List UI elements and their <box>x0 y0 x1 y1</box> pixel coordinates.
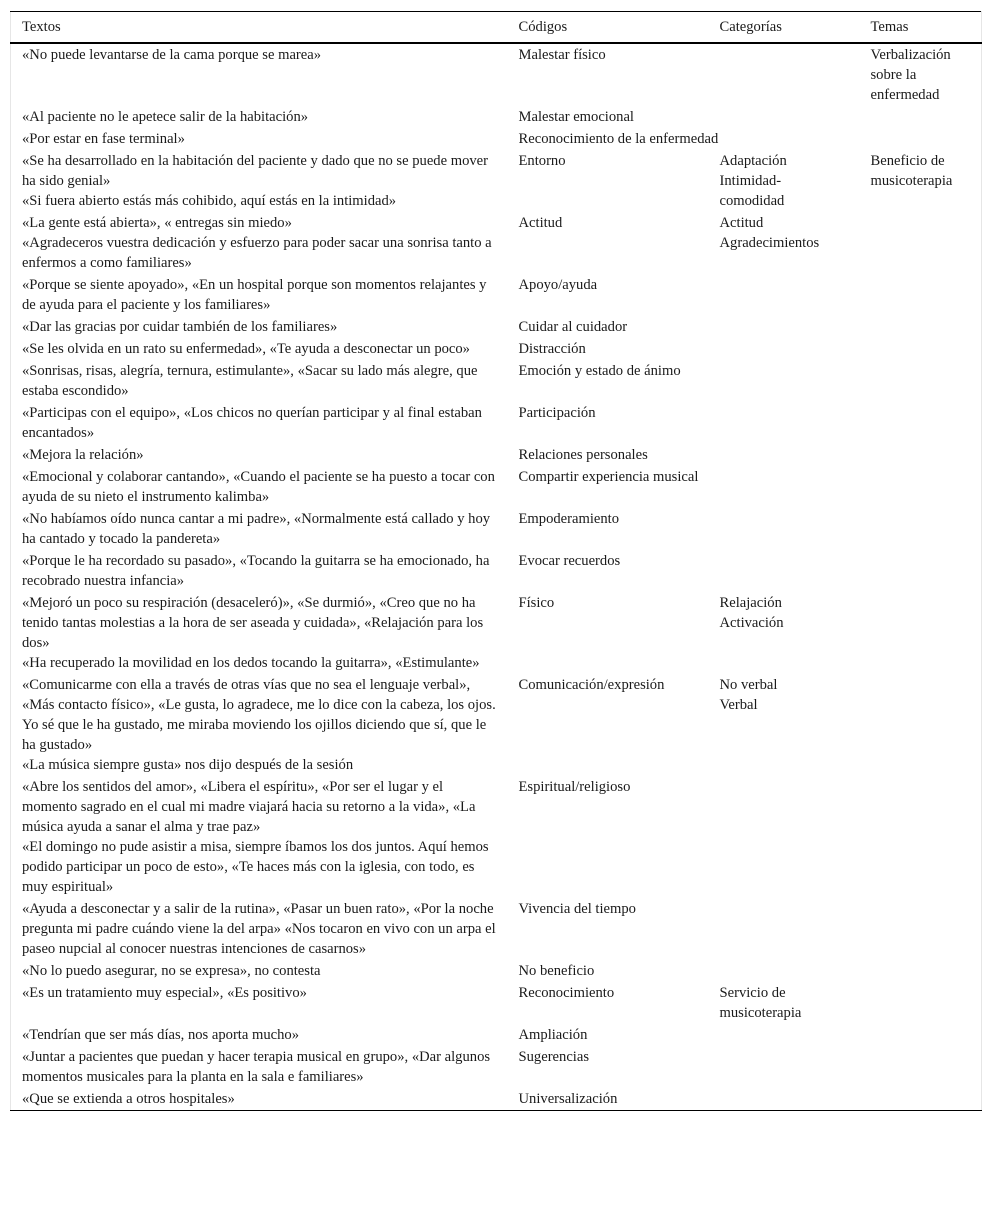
categorias-cell <box>709 1088 860 1111</box>
categorias-cell <box>709 550 860 592</box>
categorias-cell <box>709 592 860 674</box>
textos-cell-line: «Tendrían que ser más días, nos aporta mucho» <box>22 1027 299 1043</box>
categorias-cell <box>709 898 860 960</box>
temas-cell <box>860 960 982 982</box>
textos-cell-line: «La gente está abierta», « entregas sin miedo» <box>22 215 292 231</box>
textos-cell <box>11 776 508 898</box>
textos-cell <box>11 444 508 466</box>
temas-cell-line: musicoterapia <box>870 173 953 189</box>
categorias-cell <box>709 360 860 402</box>
textos-cell <box>11 508 508 550</box>
categorias-cell <box>709 106 860 128</box>
table-row <box>11 592 982 674</box>
categorias-cell <box>709 982 860 1024</box>
table-row <box>11 274 982 316</box>
textos-cell-line: «Se ha desarrollado en la habitación del paciente y dado que no se puede mover ha sido genial» <box>22 153 489 189</box>
textos-cell-line: «Mejoró un poco su respiración (desaceleró)», «Se durmió», «Creo que no ha tenido tantas molestias a la hora de ser aseada y cuidada», «Relajación para los dos» <box>22 595 484 651</box>
categorias-cell-line: Activación <box>719 615 784 631</box>
temas-cell <box>860 508 982 550</box>
table-row <box>11 316 982 338</box>
temas-cell <box>860 898 982 960</box>
table-row <box>11 776 982 898</box>
textos-cell <box>11 1046 508 1088</box>
temas-cell <box>860 466 982 508</box>
textos-cell <box>11 402 508 444</box>
temas-cell <box>860 402 982 444</box>
textos-cell <box>11 43 508 106</box>
textos-cell-line: «Dar las gracias por cuidar también de los familiares» <box>22 319 338 335</box>
temas-cell <box>860 776 982 898</box>
categorias-cell-line: Servicio de <box>719 985 786 1001</box>
codigo-cell: Relaciones personales <box>518 447 648 463</box>
categorias-cell-line: Adaptación <box>719 153 787 169</box>
table-row <box>11 43 982 106</box>
categorias-cell <box>709 128 860 150</box>
textos-cell-line: «Que se extienda a otros hospitales» <box>22 1091 235 1107</box>
categorias-cell <box>709 1046 860 1088</box>
textos-cell-line: «Participas con el equipo», «Los chicos no querían participar y al final estaban encantados» <box>22 405 482 441</box>
textos-cell <box>11 592 508 674</box>
textos-cell-line: «Es un tratamiento muy especial», «Es positivo» <box>22 985 307 1001</box>
textos-cell-line: «La música siempre gusta» nos dijo después de la sesión <box>22 757 354 773</box>
textos-cell-line: «Emocional y colaborar cantando», «Cuando el paciente se ha puesto a tocar con ayuda de su nieto el instrumento kalimba» <box>22 469 495 505</box>
temas-cell <box>860 982 982 1024</box>
table-row <box>11 212 982 274</box>
table-row <box>11 444 982 466</box>
textos-cell-line: «Por estar en fase terminal» <box>22 131 185 147</box>
categorias-cell <box>709 776 860 898</box>
temas-cell-line: sobre la <box>870 67 917 83</box>
textos-cell <box>11 150 508 212</box>
temas-cell <box>860 592 982 674</box>
categorias-cell <box>709 43 860 106</box>
textos-cell-line: «Porque le ha recordado su pasado», «Tocando la guitarra se ha emocionado, ha recobrado nuestra infancia» <box>22 553 490 589</box>
codigo-cell: Malestar físico <box>518 47 606 63</box>
codigo-cell: Comunicación/expresión <box>518 677 665 693</box>
temas-cell <box>860 274 982 316</box>
temas-cell <box>860 212 982 274</box>
categorias-cell-line: musicoterapia <box>719 1005 802 1021</box>
textos-cell-line: «Si fuera abierto estás más cohibido, aquí estás en la intimidad» <box>22 193 397 209</box>
codigo-cell: Sugerencias <box>518 1049 590 1065</box>
table-row <box>11 674 982 776</box>
table-row <box>11 106 982 128</box>
textos-cell <box>11 550 508 592</box>
textos-cell <box>11 674 508 776</box>
temas-cell-line: Verbalización <box>870 47 951 63</box>
categorias-cell-line: Relajación <box>719 595 782 611</box>
codigo-cell: Universalización <box>518 1091 618 1107</box>
table-row <box>11 982 982 1024</box>
table-row <box>11 128 982 150</box>
codigo-cell: Reconocimiento <box>518 985 615 1001</box>
textos-cell <box>11 466 508 508</box>
textos-cell-line: «Agradeceros vuestra dedicación y esfuerzo para poder sacar una sonrisa tanto a enfermos a como familiares» <box>22 235 492 271</box>
codigo-cell: Apoyo/ayuda <box>518 277 598 293</box>
table-row <box>11 338 982 360</box>
categorias-cell <box>709 212 860 274</box>
textos-cell <box>11 106 508 128</box>
table-row <box>11 960 982 982</box>
textos-cell-line: «Sonrisas, risas, alegría, ternura, estimulante», «Sacar su lado más alegre, que estaba escondido» <box>22 363 478 399</box>
table-row <box>11 1046 982 1088</box>
codigo-cell: Empoderamiento <box>518 511 620 527</box>
categorias-cell <box>709 444 860 466</box>
table-row <box>11 402 982 444</box>
categorias-cell <box>709 466 860 508</box>
textos-cell <box>11 982 508 1024</box>
temas-cell-line: enfermedad <box>870 87 940 103</box>
temas-cell <box>860 360 982 402</box>
codigo-cell: Vivencia del tiempo <box>518 901 636 917</box>
codigo-cell: Malestar emocional <box>518 109 634 125</box>
textos-cell-line: «Porque se siente apoyado», «En un hospital porque son momentos relajantes y de ayuda para el paciente y los familiares» <box>22 277 487 313</box>
codigo-cell: Entorno <box>518 153 566 169</box>
textos-cell-line: «No habíamos oído nunca cantar a mi padre», «Normalmente está callado y hoy ha cantado y tocado la pandereta» <box>22 511 491 547</box>
header-codigos: Códigos <box>508 12 709 44</box>
categorias-cell <box>709 402 860 444</box>
table-row <box>11 1024 982 1046</box>
temas-cell <box>860 316 982 338</box>
textos-cell-line: «Se les olvida en un rato su enfermedad», «Te ayuda a desconectar un poco» <box>22 341 470 357</box>
categorias-cell <box>709 316 860 338</box>
codigo-cell: Espiritual/religioso <box>518 779 631 795</box>
categorias-cell <box>709 274 860 316</box>
textos-cell <box>11 1088 508 1111</box>
header-categorias: Categorías <box>709 12 860 44</box>
codigo-cell: Emoción y estado de ánimo <box>518 363 681 379</box>
categorias-cell-line: Intimidad- <box>719 173 782 189</box>
textos-cell <box>11 338 508 360</box>
temas-cell <box>860 550 982 592</box>
textos-cell-line: «No lo puedo asegurar, no se expresa», no contesta <box>22 963 321 979</box>
textos-cell <box>11 316 508 338</box>
textos-cell-line: «No puede levantarse de la cama porque se marea» <box>22 47 322 63</box>
textos-cell <box>11 128 508 150</box>
temas-cell-line: Beneficio de <box>870 153 945 169</box>
codigo-cell: Compartir experiencia musical <box>518 469 699 485</box>
textos-cell <box>11 898 508 960</box>
temas-cell <box>860 444 982 466</box>
textos-cell <box>11 360 508 402</box>
codigo-cell: Físico <box>518 595 555 611</box>
temas-cell <box>860 338 982 360</box>
categorias-cell-line: Actitud <box>719 215 764 231</box>
categorias-cell <box>709 150 860 212</box>
temas-cell <box>860 1088 982 1111</box>
codigo-cell: Ampliación <box>518 1027 588 1043</box>
textos-cell-line: «El domingo no pude asistir a misa, siempre íbamos los dos juntos. Aquí hemos podido participar un poco de esto», «Te haces más con la iglesia, con todo, es muy espiritual» <box>22 839 489 895</box>
textos-cell <box>11 1024 508 1046</box>
categorias-cell-line: No verbal <box>719 677 778 693</box>
table-row <box>11 508 982 550</box>
categorias-cell <box>709 508 860 550</box>
codigo-cell: Cuidar al cuidador <box>518 319 628 335</box>
table-row <box>11 466 982 508</box>
categorias-cell <box>709 960 860 982</box>
textos-cell-line: «Al paciente no le apetece salir de la habitación» <box>22 109 309 125</box>
textos-cell-line: «Mejora la relación» <box>22 447 144 463</box>
categorias-cell <box>709 338 860 360</box>
codigo-cell: Actitud <box>518 215 563 231</box>
textos-cell-line: «Ayuda a desconectar y a salir de la rutina», «Pasar un buen rato», «Por la noche pregunta mi padre cuándo viene la del arpa» «Nos tocaron en vivo con un arpa el paseo nupcial al conocer nuestras intenciones de casarnos» <box>22 901 496 957</box>
temas-cell <box>860 674 982 776</box>
table-body <box>11 43 982 1111</box>
textos-cell <box>11 212 508 274</box>
textos-cell <box>11 960 508 982</box>
temas-cell <box>860 150 982 212</box>
temas-cell <box>860 106 982 128</box>
table-row <box>11 550 982 592</box>
textos-cell-line: «Abre los sentidos del amor», «Libera el espíritu», «Por ser el lugar y el momento sagrado en el cual mi madre viajará hacia su retorno a la vida», «La música ayuda a sanar el alma y trae paz» <box>22 779 476 835</box>
table-row <box>11 360 982 402</box>
categorias-cell-line: Agradecimientos <box>719 235 820 251</box>
temas-cell <box>860 43 982 106</box>
codigo-cell: Participación <box>518 405 596 421</box>
categorias-cell <box>709 674 860 776</box>
codigo-cell: Reconocimiento de la enfermedad <box>518 131 719 147</box>
table-row <box>11 150 982 212</box>
categorias-cell-line: Verbal <box>719 697 758 713</box>
header-temas: Temas <box>860 12 982 44</box>
categorias-cell <box>709 1024 860 1046</box>
table-row <box>11 1088 982 1111</box>
temas-cell <box>860 1046 982 1088</box>
header-textos: Textos <box>11 12 508 44</box>
codes-table <box>10 11 982 1111</box>
codigo-cell: Distracción <box>518 341 586 357</box>
codigo-cell: No beneficio <box>518 963 595 979</box>
temas-cell <box>860 128 982 150</box>
textos-cell-line: «Juntar a pacientes que puedan y hacer terapia musical en grupo», «Dar algunos momentos musicales para la planta en la sala e familiares» <box>22 1049 491 1085</box>
table-row <box>11 898 982 960</box>
temas-cell <box>860 1024 982 1046</box>
textos-cell <box>11 274 508 316</box>
table-header-row <box>11 12 982 44</box>
codigo-cell: Evocar recuerdos <box>518 553 621 569</box>
categorias-cell-line: comodidad <box>719 193 785 209</box>
textos-cell-line: «Ha recuperado la movilidad en los dedos tocando la guitarra», «Estimulante» <box>22 655 480 671</box>
textos-cell-line: «Comunicarme con ella a través de otras vías que no sea el lenguaje verbal», «Más contacto físico», «Le gusta, lo agradece, me lo dice con la cabeza, los ojos. Yo sé que le ha gustado, me miraba moviendo los ojillos diciendo que sí, que le ha gustado» <box>22 677 496 753</box>
